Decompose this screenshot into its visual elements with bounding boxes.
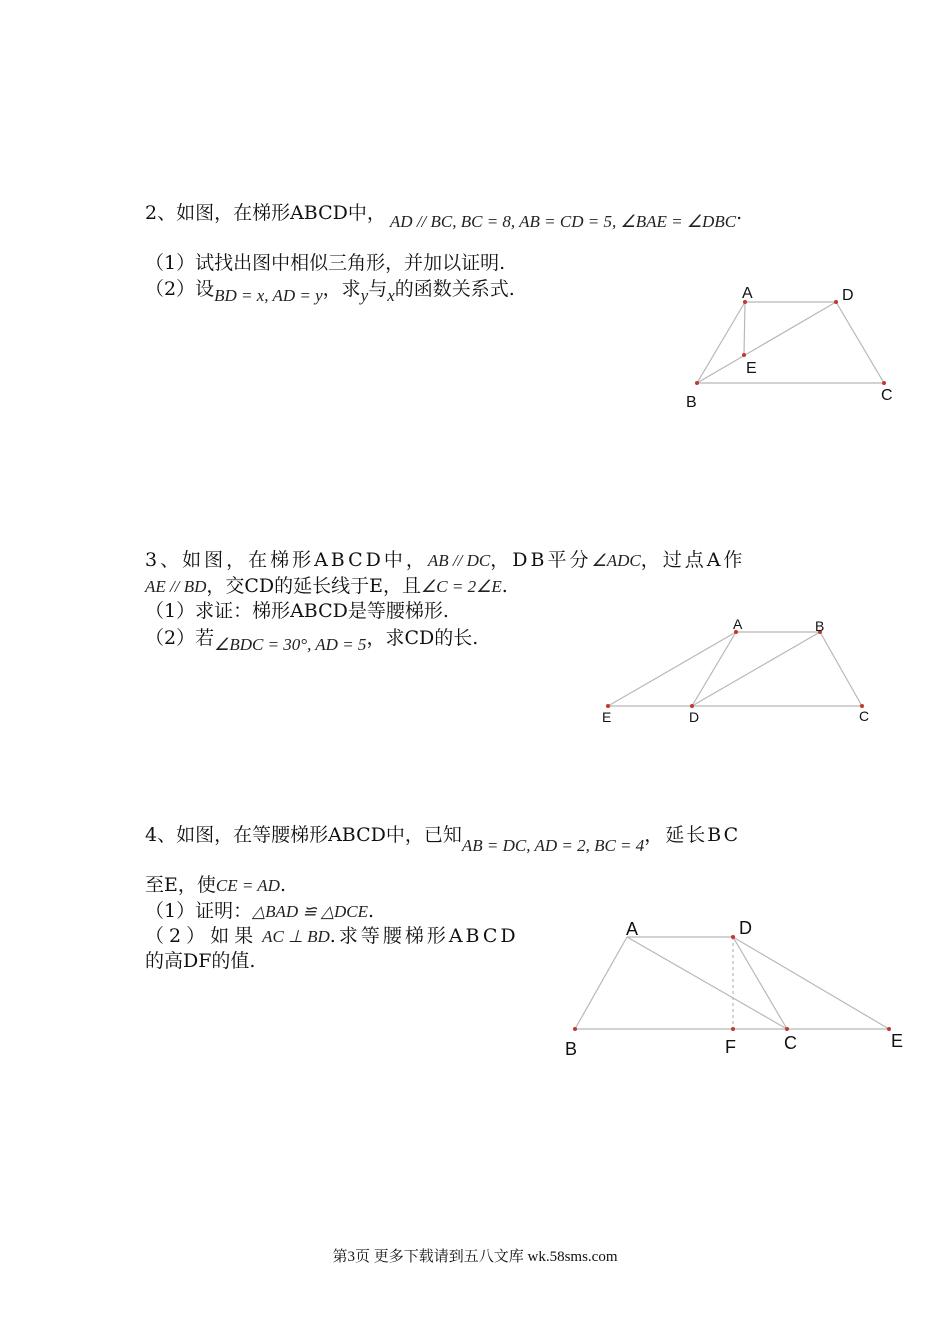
p2-q2-post: 的函数关系式. bbox=[394, 278, 515, 300]
p3-l2-mid: ，交CD的延长线于E，且 bbox=[206, 575, 422, 597]
p3-point-e bbox=[606, 704, 610, 708]
p2-point-c bbox=[882, 381, 886, 385]
p4-label-b: B bbox=[565, 1039, 578, 1059]
p4-label-c: C bbox=[784, 1033, 797, 1053]
p2-segment-ae bbox=[744, 302, 745, 355]
p2-label-a: A bbox=[742, 285, 753, 302]
p3-l1-pre: 3、如图，在梯形ABCD中， bbox=[145, 549, 428, 571]
p2-q2-y: y bbox=[360, 286, 369, 305]
p4-label-e: E bbox=[891, 1031, 904, 1051]
p2-label-d: D bbox=[842, 287, 854, 304]
p2-point-e bbox=[742, 353, 746, 357]
p2-q2-math: BD = x, AD = y bbox=[214, 286, 323, 305]
p3-label-a: A bbox=[733, 616, 743, 632]
p4-q2-post: .求等腰梯形ABCD bbox=[329, 925, 519, 947]
p4-point-d bbox=[731, 935, 735, 939]
p4-q2-line2: 的高DF的值. bbox=[145, 950, 256, 972]
p3-segment-ae bbox=[608, 632, 736, 706]
p4-l1-post: ，延长BC bbox=[644, 824, 741, 846]
p3-l1-post: ，过点A作 bbox=[640, 549, 746, 571]
p3-figure bbox=[590, 610, 890, 730]
p3-q2-math: ∠BDC = 30°, AD = 5 bbox=[214, 635, 367, 654]
p4-q2-pre: （2）如果 bbox=[145, 925, 259, 947]
p4-point-c bbox=[785, 1027, 789, 1031]
p4-l2-math: CE = AD bbox=[215, 876, 280, 895]
p4-label-d: D bbox=[739, 918, 752, 938]
p4-q2 bbox=[145, 923, 519, 950]
p3-line2 bbox=[145, 573, 508, 600]
p4-l1-math: AB = DC, AD = 2, BC = 4 bbox=[461, 836, 645, 855]
p3-l2-math1: AE // BD bbox=[145, 577, 207, 596]
p3-segment-bd bbox=[692, 632, 820, 706]
p3-line1 bbox=[145, 547, 745, 574]
p2-label-b: B bbox=[686, 394, 697, 411]
p4-point-b bbox=[573, 1027, 577, 1031]
p3-label-b: B bbox=[815, 618, 825, 634]
p4-point-f bbox=[731, 1027, 735, 1031]
p4-segment-ac bbox=[627, 937, 787, 1029]
p3-l2-math2: ∠C = 2∠E bbox=[421, 577, 502, 596]
p4-l1-pre: 4、如图，在等腰梯形ABCD中，已知 bbox=[145, 824, 462, 846]
p4-q1-post: . bbox=[368, 900, 375, 922]
p2-q2-mid: ，求 bbox=[322, 278, 361, 300]
p3-label-d: D bbox=[689, 709, 700, 725]
p3-q2-pre: （2）若 bbox=[145, 627, 215, 649]
p2-condition: AD // BC, BC = 8, AB = CD = 5, ∠BAE = ∠DBC bbox=[389, 212, 737, 231]
p3-q2 bbox=[145, 625, 478, 652]
p2-label-c: C bbox=[881, 387, 893, 404]
p2-q2-x: x bbox=[387, 286, 395, 305]
p2-title: 2、如图，在梯形ABCD中， bbox=[145, 202, 386, 224]
p2-q2 bbox=[145, 276, 515, 303]
p4-trapezoid bbox=[575, 937, 787, 1029]
p2-point-d bbox=[834, 300, 838, 304]
p2-point-b bbox=[695, 381, 699, 385]
p2-title-line bbox=[145, 200, 743, 231]
p2-segment-bd bbox=[697, 302, 836, 383]
p3-q1: （1）求证：梯形ABCD是等腰梯形. bbox=[145, 600, 449, 622]
p3-l1-math1: AB // DC bbox=[427, 551, 491, 570]
page-footer: 第3页 更多下载请到五八文库 wk.58sms.com bbox=[332, 1249, 618, 1265]
p2-q2-pre: （2）设 bbox=[145, 278, 215, 300]
p2-q2-with: 与 bbox=[368, 278, 388, 300]
p4-q1-pre: （1）证明： bbox=[145, 900, 253, 922]
p2-q1: （1）试找出图中相似三角形，并加以证明. bbox=[145, 252, 506, 274]
p3-l2-post: . bbox=[501, 575, 508, 597]
p4-segment-de bbox=[733, 937, 889, 1029]
p4-label-f: F bbox=[725, 1037, 736, 1057]
p3-l1-mid: ，DB平分 bbox=[490, 549, 592, 571]
p3-label-c: C bbox=[859, 708, 870, 724]
p4-l2-pre: 至E，使 bbox=[145, 874, 216, 896]
p2-dot: . bbox=[736, 202, 743, 224]
p4-q2-math: AC ⊥ BD bbox=[262, 927, 330, 946]
p4-line1 bbox=[145, 822, 741, 855]
p3-q2-post: ，求CD的长. bbox=[366, 627, 479, 649]
p2-figure bbox=[670, 280, 910, 415]
p3-l1-math2: ∠ADC bbox=[591, 551, 641, 570]
p3-label-e: E bbox=[602, 709, 612, 725]
p2-label-e: E bbox=[746, 360, 757, 377]
p4-line2 bbox=[145, 872, 286, 899]
p4-figure bbox=[555, 915, 925, 1065]
p4-q1 bbox=[145, 898, 374, 925]
p4-label-a: A bbox=[626, 919, 639, 939]
p2-trapezoid bbox=[697, 302, 884, 383]
p4-q1-math: △BAD ≌ △DCE bbox=[252, 902, 369, 921]
p3-point-d bbox=[690, 704, 694, 708]
p4-l2-post: . bbox=[279, 874, 286, 896]
